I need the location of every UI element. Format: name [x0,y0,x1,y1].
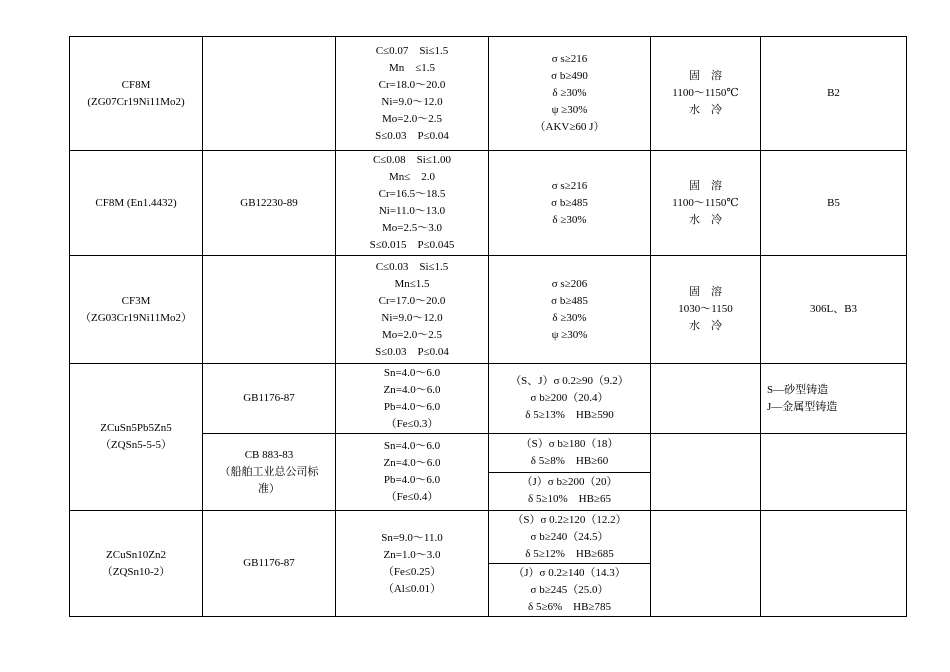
composition-cell: C≤0.03 Si≤1.5 Mn≤1.5 Cr=17.0～20.0 Ni=9.0～12.0 Mo=2.0～2.5 S≤0.03 P≤0.04 [336,256,489,364]
remark-cell: 306L、B3 [761,256,907,364]
composition-cell: Sn=9.0～11.0 Zn=1.0～3.0 （Fe≤0.25） （Al≤0.01） [336,511,489,617]
grade-cell: CF8M (En1.4432) [70,151,203,256]
composition-cell: C≤0.08 Si≤1.00 Mn≤ 2.0 Cr=16.5～18.5 Ni=11.0～13.0 Mo=2.5～3.0 S≤0.015 P≤0.045 [336,151,489,256]
metal-mold-casting-properties: （J）σ 0.2≥140（14.3） σ b≥245（25.0） δ 5≥6% HB≥785 [489,563,650,616]
remark-cell: S—砂型铸造 J—金属型铸造 [761,364,907,434]
heat-treatment-cell: 固 溶 1030～1150 水 冷 [651,256,761,364]
standard-cell: GB12230-89 [203,151,336,256]
heat-treatment-cell [651,364,761,434]
remark-cell: B5 [761,151,907,256]
grade-cell: ZCuSn5Pb5Zn5 （ZQSn5-5-5） [70,364,203,511]
remark-cell [761,511,907,617]
remark-cell [761,434,907,511]
sand-casting-properties: （S）σ 0.2≥120（12.2） σ b≥240（24.5） δ 5≥12% HB≥685 [512,513,627,560]
grade-cell: ZCuSn10Zn2 （ZQSn10-2） [70,511,203,617]
mechanical-split [489,434,650,510]
table-row [70,364,907,434]
table-row [70,151,907,256]
mechanical-properties-cell: σ s≥216 σ b≥485 δ ≥30% [489,151,651,256]
metal-mold-casting-properties: （J）σ b≥200（20） δ 5≥10% HB≥65 [489,472,650,511]
heat-treatment-cell [651,511,761,617]
material-spec-table [69,36,907,617]
standard-cell [203,37,336,151]
mechanical-properties-cell: σ s≥216 σ b≥490 δ ≥30% ψ ≥30% （AKV≥60 J） [489,37,651,151]
mechanical-properties-cell: （S、J）σ 0.2≥90（9.2） σ b≥200（20.4） δ 5≥13% HB≥590 [489,364,651,434]
mechanical-properties-cell: σ s≥206 σ b≥485 δ ≥30% ψ ≥30% [489,256,651,364]
heat-treatment-cell: 固 溶 1100～1150℃ 水 冷 [651,37,761,151]
grade-cell: CF8M (ZG07Cr19Ni11Mo2) [70,37,203,151]
standard-cell [203,256,336,364]
composition-cell: Sn=4.0～6.0 Zn=4.0～6.0 Pb=4.0～6.0 （Fe≤0.3） [336,364,489,434]
heat-treatment-cell [651,434,761,511]
composition-cell: C≤0.07 Si≤1.5 Mn ≤1.5 Cr=18.0～20.0 Ni=9.0～12.0 Mo=2.0～2.5 S≤0.03 P≤0.04 [336,37,489,151]
grade-cell: CF3M （ZG03Cr19Ni11Mo2） [70,256,203,364]
composition-cell: Sn=4.0～6.0 Zn=4.0～6.0 Pb=4.0～6.0 （Fe≤0.4） [336,434,489,511]
standard-cell: GB1176-87 [203,511,336,617]
table-row [70,37,907,151]
heat-treatment-cell: 固 溶 1100～1150℃ 水 冷 [651,151,761,256]
table-row [70,511,907,617]
standard-cell: CB 883-83 （船舶工业总公司标 准） [203,434,336,511]
sand-casting-properties: （S）σ b≥180（18） δ 5≥8% HB≥60 [520,437,619,467]
mechanical-properties-cell [489,434,651,511]
mechanical-split [489,511,650,616]
table-row [70,256,907,364]
standard-cell: GB1176-87 [203,364,336,434]
remark-cell: B2 [761,37,907,151]
mechanical-properties-cell [489,511,651,617]
